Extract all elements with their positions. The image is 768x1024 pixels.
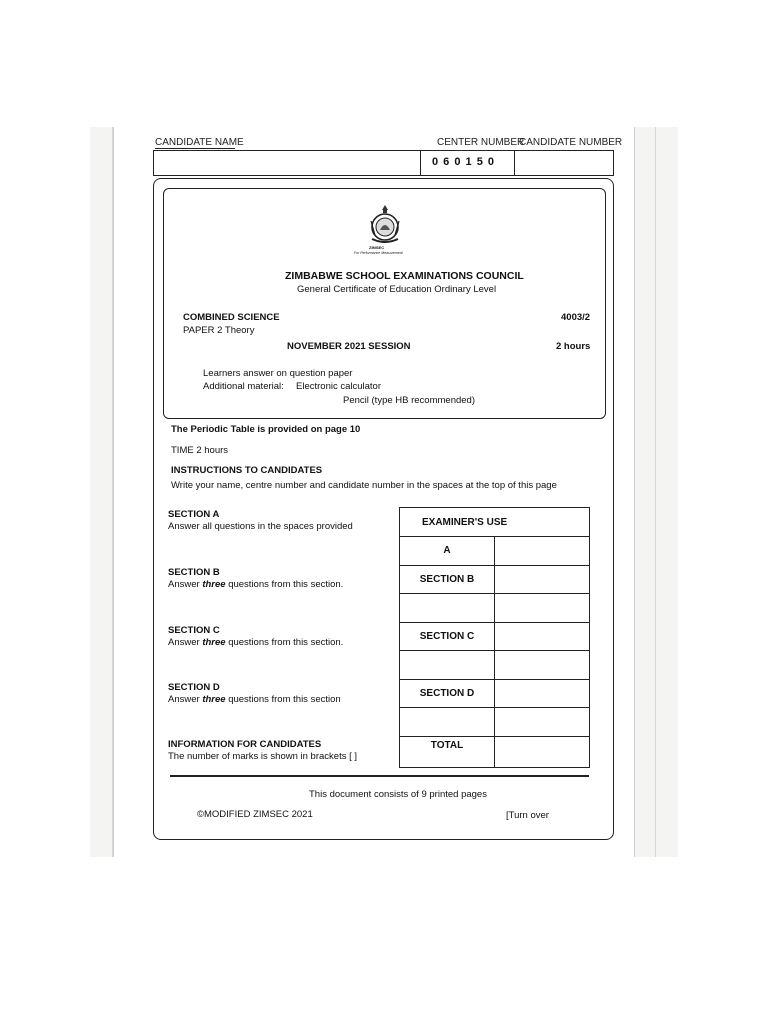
council-name: ZIMBABWE SCHOOL EXAMINATIONS COUNCIL xyxy=(285,270,524,282)
additional-material-label: Additional material: xyxy=(203,381,284,392)
section-b-title: SECTION B xyxy=(168,567,220,578)
turn-over-note: [Turn over xyxy=(506,810,549,821)
information-heading: INFORMATION FOR CANDIDATES xyxy=(168,739,322,750)
blank-cell xyxy=(400,651,495,680)
certificate-level: General Certificate of Education Ordinary Level xyxy=(297,284,497,295)
crest-motto: For Performance Measurement xyxy=(354,251,403,255)
crest-ribbon-text: ZIMSEC xyxy=(369,245,385,250)
session-title: NOVEMBER 2021 SESSION xyxy=(287,341,411,352)
section-d-title: SECTION D xyxy=(168,682,220,693)
table-row xyxy=(400,736,590,768)
copyright-notice: ©MODIFIED ZIMSEC 2021 xyxy=(197,809,313,820)
table-row xyxy=(400,622,590,651)
instructions-heading: INSTRUCTIONS TO CANDIDATES xyxy=(171,465,323,476)
printed-pages-note: This document consists of 9 printed pages xyxy=(309,789,487,800)
candidate-name-label: CANDIDATE NAME xyxy=(155,137,244,148)
row-label-section-b: SECTION B xyxy=(400,565,495,594)
periodic-table-note: The Periodic Table is provided on page 10 xyxy=(171,424,361,435)
box-divider xyxy=(514,151,515,175)
section-d-text: Answer three questions from this section xyxy=(168,694,341,705)
instructions-text: Write your name, centre number and candidate number in the spaces at the top of this page xyxy=(171,480,557,491)
exam-time: TIME 2 hours xyxy=(171,445,229,456)
viewer-right-margin xyxy=(655,127,656,857)
table-row xyxy=(400,651,590,680)
table-row xyxy=(400,708,590,737)
paper-duration: 2 hours xyxy=(556,341,591,352)
mark-cell xyxy=(495,565,590,594)
row-label-section-d: SECTION D xyxy=(400,679,495,708)
mark-cell xyxy=(495,708,590,737)
zimsec-crest-logo xyxy=(365,201,405,251)
table-row xyxy=(400,537,590,566)
blank-cell xyxy=(400,594,495,623)
section-a-text: Answer all questions in the spaces provided xyxy=(168,521,353,532)
mark-cell xyxy=(495,679,590,708)
additional-material-calculator: Electronic calculator xyxy=(296,381,382,392)
subject-code: 4003/2 xyxy=(561,312,591,323)
row-label-a: A xyxy=(400,537,495,566)
examiners-use-table xyxy=(399,507,590,768)
mark-cell xyxy=(495,736,590,768)
mark-cell xyxy=(495,651,590,680)
examiners-use-title: EXAMINER'S USE xyxy=(400,508,590,537)
candidate-name-underline xyxy=(155,148,235,149)
information-text: The number of marks is shown in brackets [ ] xyxy=(168,751,358,762)
box-divider xyxy=(420,151,421,175)
center-number-label: CENTER NUMBER xyxy=(437,137,525,148)
row-label-total: TOTAL xyxy=(400,736,495,768)
blank-cell xyxy=(400,708,495,737)
table-row xyxy=(400,594,590,623)
mark-cell xyxy=(495,622,590,651)
footer-divider xyxy=(170,775,589,777)
table-row xyxy=(400,679,590,708)
mark-cell xyxy=(495,537,590,566)
table-row xyxy=(400,565,590,594)
row-label-section-c: SECTION C xyxy=(400,622,495,651)
subject-title: COMBINED SCIENCE xyxy=(183,312,280,323)
mark-cell xyxy=(495,594,590,623)
section-b-text: Answer three questions from this section. xyxy=(168,579,344,590)
table-row xyxy=(400,508,590,537)
learners-note: Learners answer on question paper xyxy=(203,368,353,379)
section-a-title: SECTION A xyxy=(168,509,220,520)
section-c-title: SECTION C xyxy=(168,625,220,636)
paper-title: PAPER 2 Theory xyxy=(183,325,255,336)
additional-material-pencil: Pencil (type HB recommended) xyxy=(343,395,475,406)
center-number-value: 0 6 0 1 5 0 xyxy=(432,156,495,168)
candidate-number-label: CANDIDATE NUMBER xyxy=(519,137,623,148)
section-c-text: Answer three questions from this section. xyxy=(168,637,344,648)
candidate-details-box xyxy=(153,150,614,176)
